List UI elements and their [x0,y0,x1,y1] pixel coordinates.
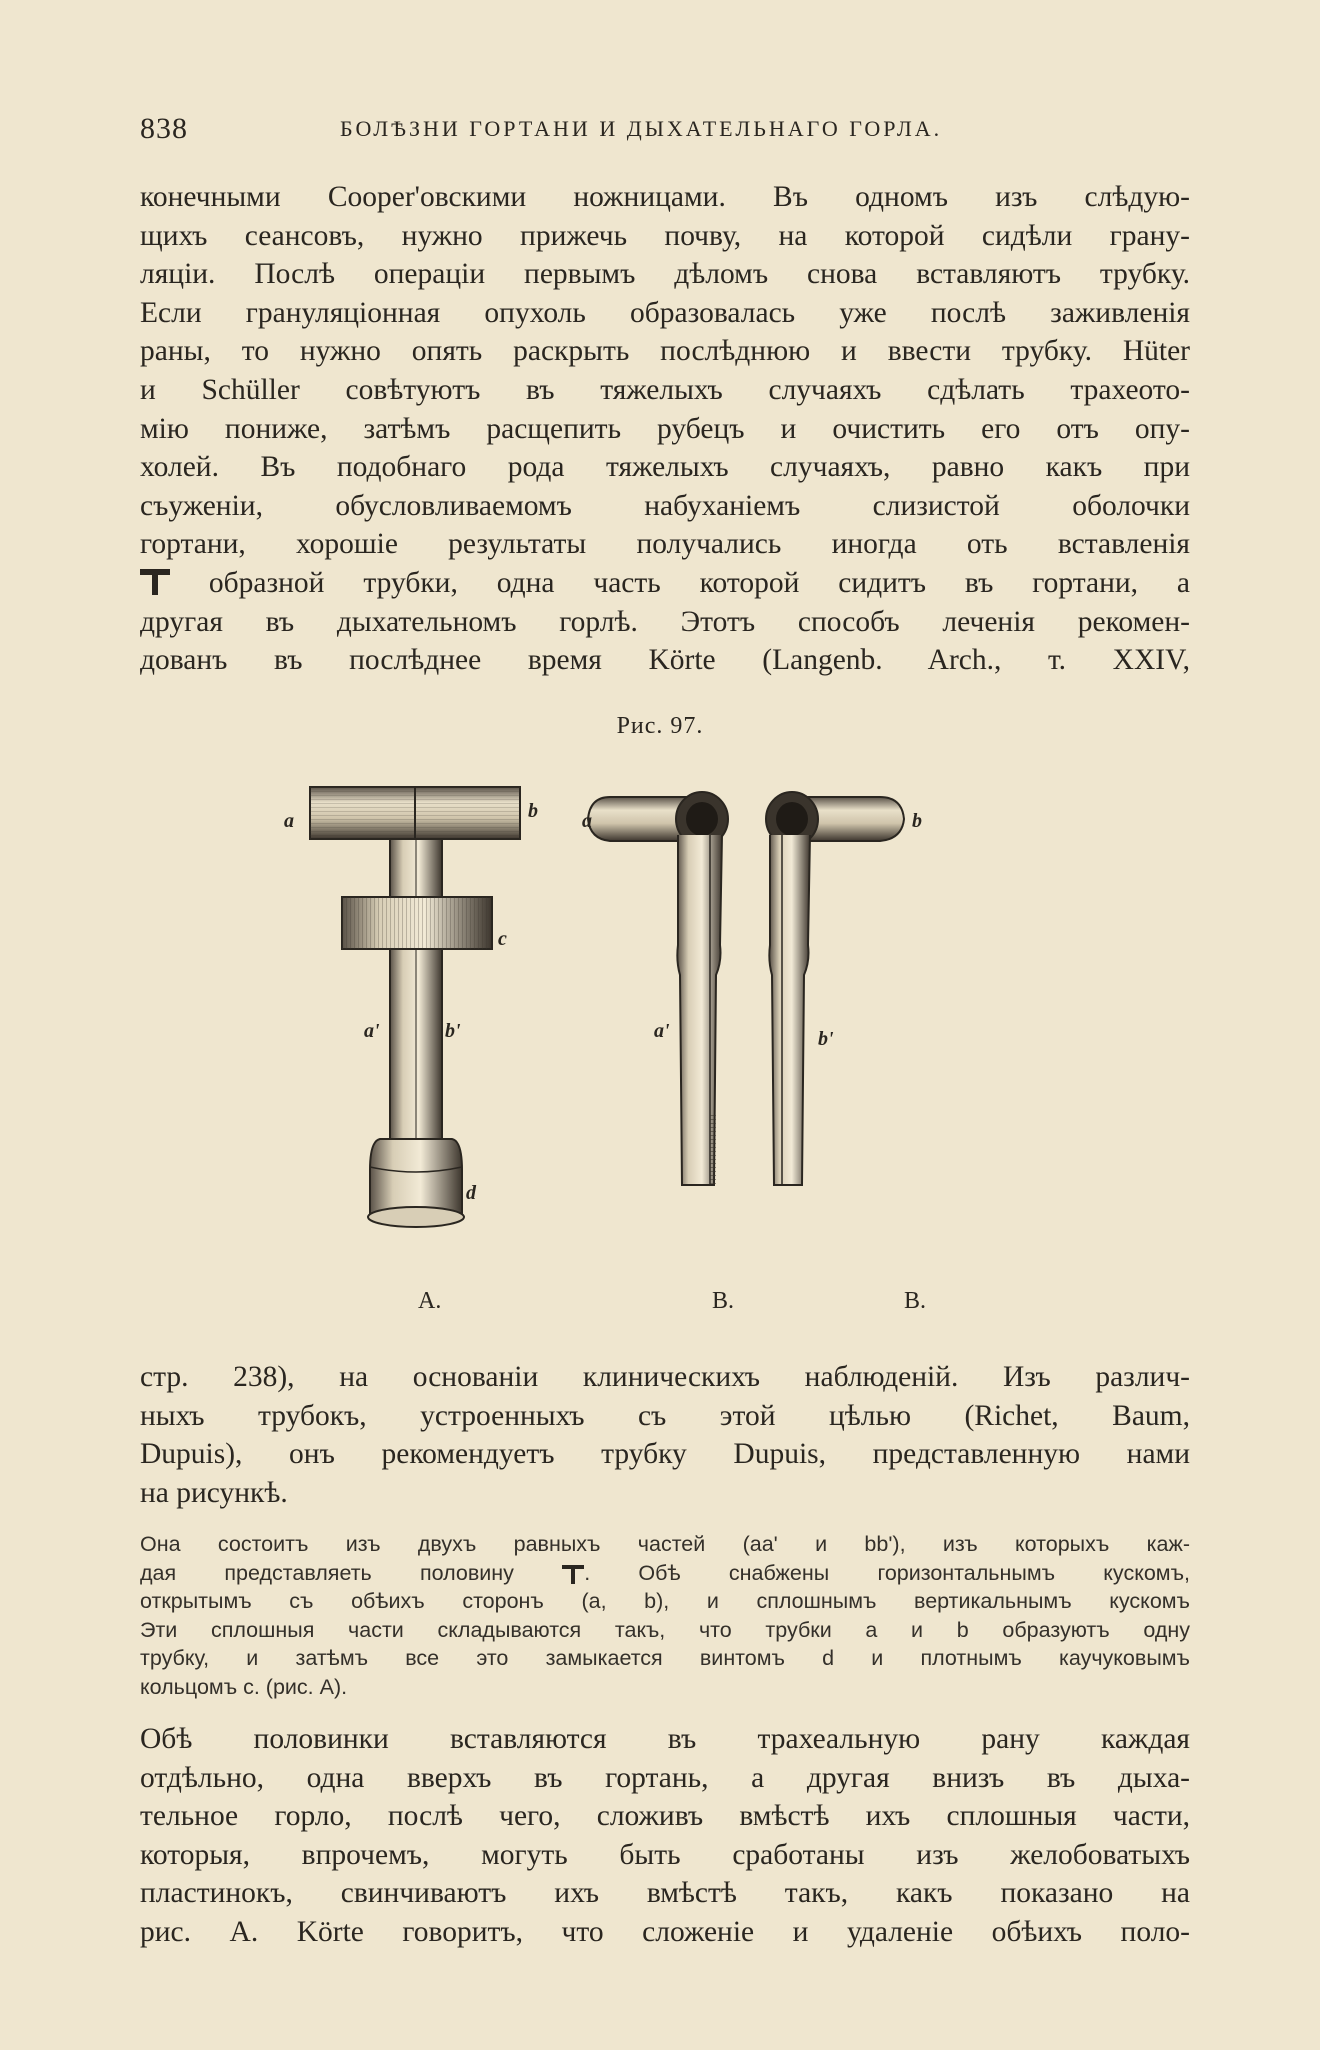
figure-label-b-left: B. [712,1288,735,1314]
letter-b-prime: b' [445,1020,461,1042]
text-line: холей. Въ подобнаго рода тяжелыхъ случаяхъ, равно какъ при [140,451,1190,484]
text-line: другая въ дыхательномъ горлѣ. Этотъ способъ леченія рекомен- [140,605,1190,638]
figure-caption: Рис. 97. [616,713,704,739]
text-line: дая представляеть половину [140,1560,514,1585]
letter-b: b [912,810,922,832]
text-line: Dupuis), онъ рекомендуетъ трубку Dupuis, представленную нами [140,1438,1190,1471]
figure-97-illustration [270,775,970,1275]
letter-a-prime: a' [364,1020,380,1042]
paragraph-3 [140,1720,1190,1952]
text-line: образной трубки, одна часть которой сидитъ въ гортани, а [208,566,1191,599]
text-line: мію пониже, затѣмъ расщепить рубецъ и очистить его отъ опу- [140,412,1190,445]
text-line: которыя, впрочемъ, могуть быть сработаны изъ желобоватыхъ [140,1838,1190,1871]
letter-c: c [498,928,507,950]
paragraph-1 [140,178,1190,680]
text-line: и Schüller совѣтуютъ въ тяжелыхъ случаяхъ сдѣлать трахеото- [140,373,1190,406]
text-line: гортани, хорошіе результаты получались иногда оть вставленія [140,528,1190,561]
tee-symbol-icon [562,1563,584,1583]
text-line: раны, то нужно опять раскрыть послѣднюю и ввести трубку. Hüter [140,335,1190,368]
figure-a-assembled-tube [284,787,538,1227]
text-line-with-tee [140,1559,1190,1588]
small-print-note [140,1530,1190,1701]
text-line: тельное горло, послѣ чего, сложивъ вмѣстѣ ихъ сплошныя части, [140,1800,1190,1833]
text-line: трубку, и затѣмъ все это замыкается винтомъ d и плотнымъ каучуковымъ [140,1646,1190,1670]
text-line: Если грануляціонная опухоль образовалась уже послѣ заживленія [140,296,1190,329]
letter-d: d [466,1182,476,1204]
figure-b-left-half [582,792,728,1185]
text-line: отдѣльно, одна вверхъ въ гортань, а другая внизъ въ дыха- [140,1761,1190,1794]
text-line: съуженіи, обусловливаемомъ набуханіемъ слизистой оболочки [140,489,1190,522]
tee-symbol-icon [140,567,170,595]
text-line: щихъ сеансовъ, нужно прижечь почву, на которой сидѣли грану- [140,219,1190,252]
text-line: рис. A. Körte говоритъ, что сложеніе и удаленіе обѣихъ поло- [140,1915,1190,1948]
text-line: ляціи. Послѣ операціи первымъ дѣломъ снова вставляютъ трубку. [140,258,1190,291]
letter-b: b [528,800,538,822]
text-line: пластинокъ, свинчиваютъ ихъ вмѣстѣ такъ, какъ показано на [140,1877,1190,1910]
letter-a: a [582,810,592,832]
letter-b-prime: b' [818,1028,834,1050]
text-line: на рисункѣ. [140,1476,288,1509]
text-line: . Обѣ снабжены горизонтальнымъ кускомъ, [584,1560,1190,1585]
text-line-with-tee [140,564,1190,603]
text-line: Она состоитъ изъ двухъ равныхъ частей (aa' и bb'), изъ которыхъ каж- [140,1532,1190,1556]
text-line: Эти сплошныя части складываются такъ, что трубки a и b образуютъ одну [140,1617,1190,1642]
figure-b-right-half [766,792,922,1185]
running-title: БОЛѢЗНИ ГОРТАНИ И ДЫХАТЕЛЬНАГО ГОРЛА. [340,116,943,141]
text-line: ныхъ трубокъ, устроенныхъ съ этой цѣлью (Richet, Baum, [140,1399,1190,1432]
text-line: кольцомъ c. (рис. A). [140,1674,348,1699]
letter-a-prime: a' [654,1020,670,1042]
page-number: 838 [140,112,188,145]
text-line: дованъ въ послѣднее время Körte (Langenb. Arch., т. XXIV, [140,644,1190,677]
figure-label-a: A. [418,1288,442,1314]
text-line: стр. 238), на основаніи клиническихъ наблюденій. Изъ различ- [140,1361,1190,1393]
paragraph-2 [140,1358,1190,1512]
figure-label-b-right: B. [904,1288,927,1314]
letter-a: a [284,810,294,832]
text-line: Обѣ половинки вставляются въ трахеальную рану каждая [140,1723,1190,1755]
text-line: открытымъ съ обѣихъ сторонъ (a, b), и сплошнымъ вертикальнымъ кускомъ [140,1589,1190,1613]
text-line: конечными Cooper'овскими ножницами. Въ одномъ изъ слѣдую- [140,181,1190,213]
